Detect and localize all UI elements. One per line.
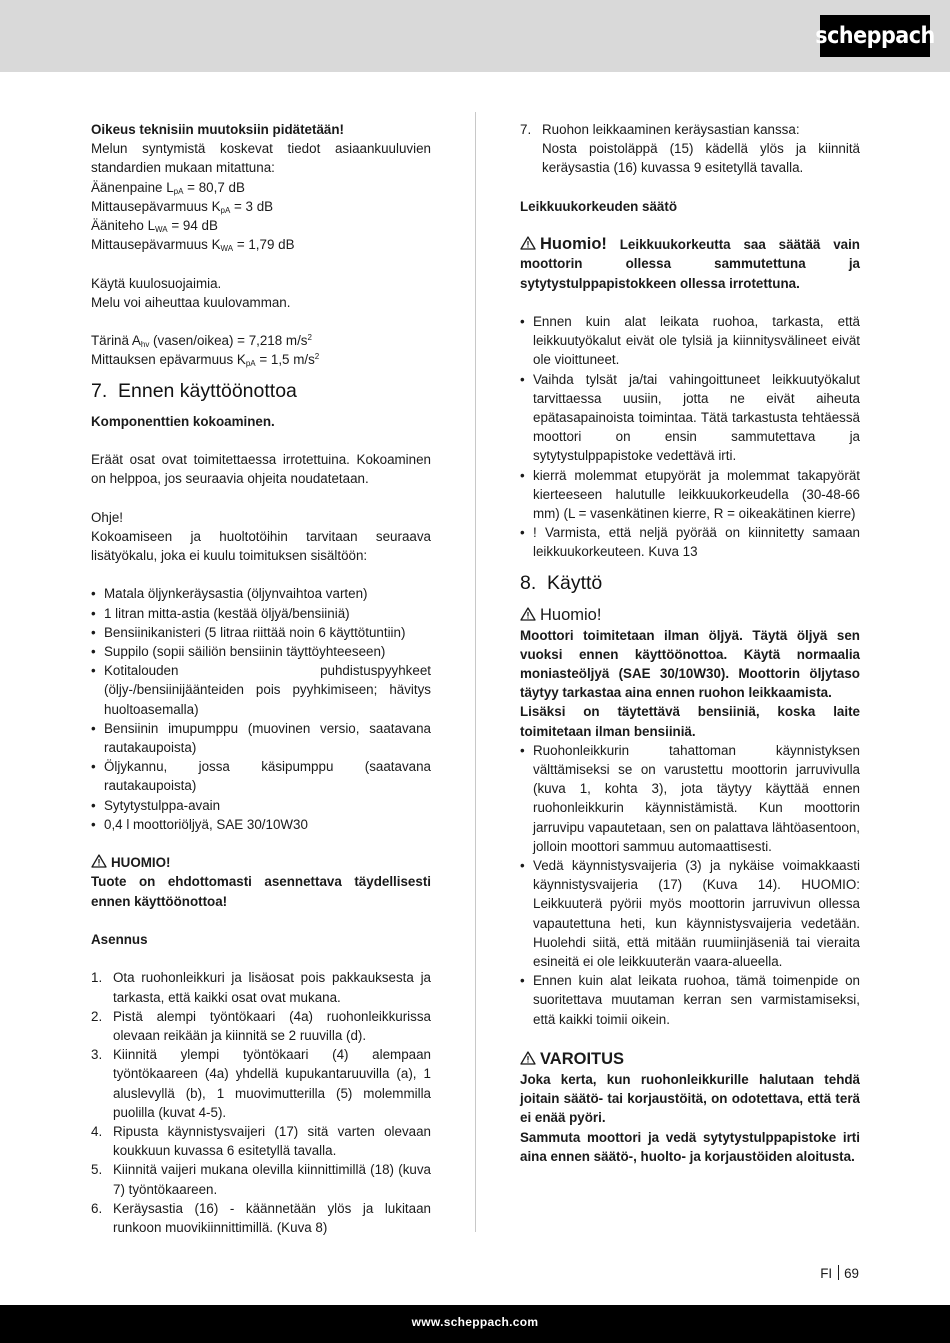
components-heading: Komponenttien kokoaminen. [91,413,275,429]
assembly-step: 4. Ripusta käynnistysvaijeri (17) sitä varten olevaan koukkuun kuvassa 6 esitetyllä tavalla. [91,1124,431,1159]
list-item: • 0,4 l moottoriöljyä, SAE 30/10W30 [91,815,431,834]
components-text: Eräät osat ovat toimitettaessa irrotettuina. Kokoaminen on helppoa, jos seuraavia ohjeita noudatetaan. [91,452,431,487]
cutting-height-heading: Leikkuukorkeuden säätö [520,198,678,214]
vibration-uncertainty: Mittauksen epävarmuus $K_{pA} = 1,5$ $m/s^2$ [91,352,320,369]
tools-list [91,584,431,834]
website-link[interactable]: www.scheppach.com [411,1315,539,1329]
warning-triangle-icon [91,854,107,868]
list-item: • Vaihda tylsät ja/tai vahingoittuneet leikkuutyökalut tarvittaessa uusiin, jotta ne eivät aiheuta epätasapainoista toimintaa. Tätä tarkastusta tehtäessä moottori on ensin sammutettava ja sytytystulppapistoke vedettävä irti. [520,370,860,466]
section-8-heading: 8. Käyttö [520,571,603,594]
assembly-step: 1. Ota ruohonleikkuri ja lisäosat pois pakkauksesta ja tarkasta, että kaikki osat ovat mukana. [91,970,431,1005]
rights-note: Oikeus teknisiin muutoksiin pidätetään! [91,122,344,137]
assembly-step: 6. Keräysastia (16) - käännetään ylös ja lukitaan runkoon muovikiinnittimillä. (Kuva 8) [91,1200,431,1236]
tools-intro: Kokoamiseen ja huoltotöihin tarvitaan seuraava lisätyökalu, joka ei kuulu toimituksen sisältöön: [91,528,431,563]
hint-label: Ohje! [91,509,124,525]
assembly-step: 2. Pistä alempi työntökaari (4a) ruohonleikkurissa olevaan reikään ja kiinnitä se 2 ruuvilla (d). [91,1008,431,1044]
warning-triangle-icon [520,236,536,250]
danger-warning-title: VAROITUS [520,1048,860,1070]
right-column [520,120,860,1166]
cutting-height-warning: Huomio! Leikkuukorkeutta saa säätää vain moottorin ollessa sammutettuna ja sytytystulppapistokkeen ollessa irrotettuna. [520,235,860,291]
header-band [0,0,950,72]
list-item: • Suppilo (sopii säiliön bensiinin täyttöyhteeseen) [91,642,431,661]
noise-measure-2: Mittausepävarmuus $K_{pA} = 3$ dB [91,198,274,215]
vibration-value: Tärinä $A_{hv}$ (vasen/oikea) = 7,218 $m/s^2$ [91,333,312,350]
cutting-height-list [520,312,860,562]
operation-list [520,741,860,1029]
list-item: • Bensiinikanisteri (5 litraa riittää noin 6 käyttötuntiin) [91,623,431,642]
list-item: • kierrä molemmat etupyörät ja molemmat takapyörät kierteeseen halutulle leikkuukorkeudella (30-48-66 mm) (L = vasenkätinen kierre, R = oikeakätinen kierre) [520,466,860,524]
danger-text-2: Sammuta moottori ja vedä sytytystulppapistoke irti aina ennen säätö-, huolto- ja korjaustöiden aloitusta. [520,1129,860,1164]
assembly-steps [91,968,431,1237]
list-item: • Vedä käynnistysvaijeria (3) ja nykäise voimakkaasti käynnistysvaijeria (17) (Kuva 14). HUOMIO: Leikkuuterä pyörii myös moottorin jarruvivun ollessa vapautettuna heti, kun käynnistysvaijeria vedetään. Huolehdi siitä, että mitään ruumiinjäseniä tai vieraita esineitä ei ole leikkuuterän vaara-alueella. [520,856,860,971]
list-item: • Ennen kuin alat leikata ruohoa, tämä toimenpide on suoritettava muutaman kerran sen varmistamiseksi, että kaikki toimii oikein. [520,971,860,1029]
notice-title: HUOMIO! [91,853,431,872]
assembly-heading: Asennus [91,932,148,948]
list-item: • Ruohonleikkurin tahattoman käynnistyksen välttämiseksi se on varustettu moottorin jarruvivulla (kuva 1, kohta 3), jota täytyy käyttää ennen ruohonleikkurin käynnistämistä. Kun moottorin jarruvipu vapautetaan, sen on palattava lähtöasentoon, jolloin moottori sammuu automaattisesti. [520,741,860,856]
assembly-step: 3. Kiinnitä ylempi työntökaari (4) alempaan työntökaareen (4a) yhdellä kupukantaruuvilla (a), 1 aluslevyllä (b), 1 muovimutterilla (5) molemmilla puolilla (kuvat 4-5). [91,1047,431,1120]
noise-measure-4: Mittausepävarmuus $K_{WA} = 1,79$ dB [91,237,295,254]
assembly-step: 7. Ruohon leikkaaminen keräysastian kanssa: Nosta poistoläppä (15) kädellä ylös ja kiinnitä keräysastia (16) kuvassa 9 esitetyllä tavalla. [520,122,860,176]
assembly-step: 5. Kiinnitä vaijeri mukana olevilla kiinnittimillä (18) (kuva 7) työntökaareen. [91,1162,431,1197]
list-item: • Ennen kuin alat leikata ruohoa, tarkasta, että leikkuutyökalut eivät ole tylsiä ja kiinnitysvälineet eivät ole vioittuneet. [520,312,860,370]
hearing-warning: Melu voi aiheuttaa kuulovamman. [91,294,291,310]
section-7-heading: 7. Ennen käyttöönottoa [91,379,297,402]
warning-triangle-icon [520,1051,536,1065]
list-item: • Matala öljynkeräysastia (öljynvaihtoa varten) [91,584,431,603]
notice-text: Tuote on ehdottomasti asennettava täydellisesti ennen käyttöönottoa! [91,874,431,909]
noise-intro: Melun syntymistä koskevat tiedot asiaankuuluvien standardien mukaan mitattuna: [91,141,431,176]
list-item: • Öljykannu, jossa käsipumppu (saatavana rautakaupoista) [91,757,431,795]
list-item: • Sytytystulppa-avain [91,796,431,815]
danger-text-1: Joka kerta, kun ruohonleikkurille halutaan tehdä joitain säätö- tai korjaustöitä, on odotettava, että terä ei enää pyöri. [520,1072,860,1126]
warning-triangle-icon [520,607,536,621]
list-item: • 1 litran mitta-astia (kestää öljyä/bensiiniä) [91,604,431,623]
assembly-steps-continued [520,120,860,178]
oil-warning-text: Moottori toimitetaan ilman öljyä. Täytä öljyä sen vuoksi ennen käyttöönottoa. Käytä normaalia moniasteöljyä (SAE 30/10W30). Moottorin öljytaso täytyy tarkastaa aina ennen ruohon leikkaamista. [520,627,860,701]
page-number: FI 69 [820,1266,859,1281]
hearing-protection: Käytä kuulosuojaimia. [91,275,222,291]
column-divider [475,112,476,1232]
noise-measure-3: Ääniteho $L_{WA} = 94$ dB [91,218,218,235]
left-column [91,120,431,1237]
list-item: • ! Varmista, että neljä pyörää on kiinnitetty samaan leikkuukorkeuteen. Kuva 13 [520,523,860,561]
fuel-warning-text: Lisäksi on täytettävä bensiiniä, koska laite toimitetaan ilman bensiiniä. [520,704,860,739]
list-item: • Kotitalouden puhdistuspyyhkeet (öljy-/bensiinijäänteiden pois pyyhkimiseen; hävitys huoltoasemalla) [91,661,431,719]
noise-measure-1: Äänenpaine $L_{pA} = 80,7$ dB [91,179,245,196]
list-item: • Bensiinin imupumppu (muovinen versio, saatavana rautakaupoista) [91,719,431,757]
oil-warning-title: Huomio! [520,604,860,626]
brand-logo: scheppach [820,15,930,57]
